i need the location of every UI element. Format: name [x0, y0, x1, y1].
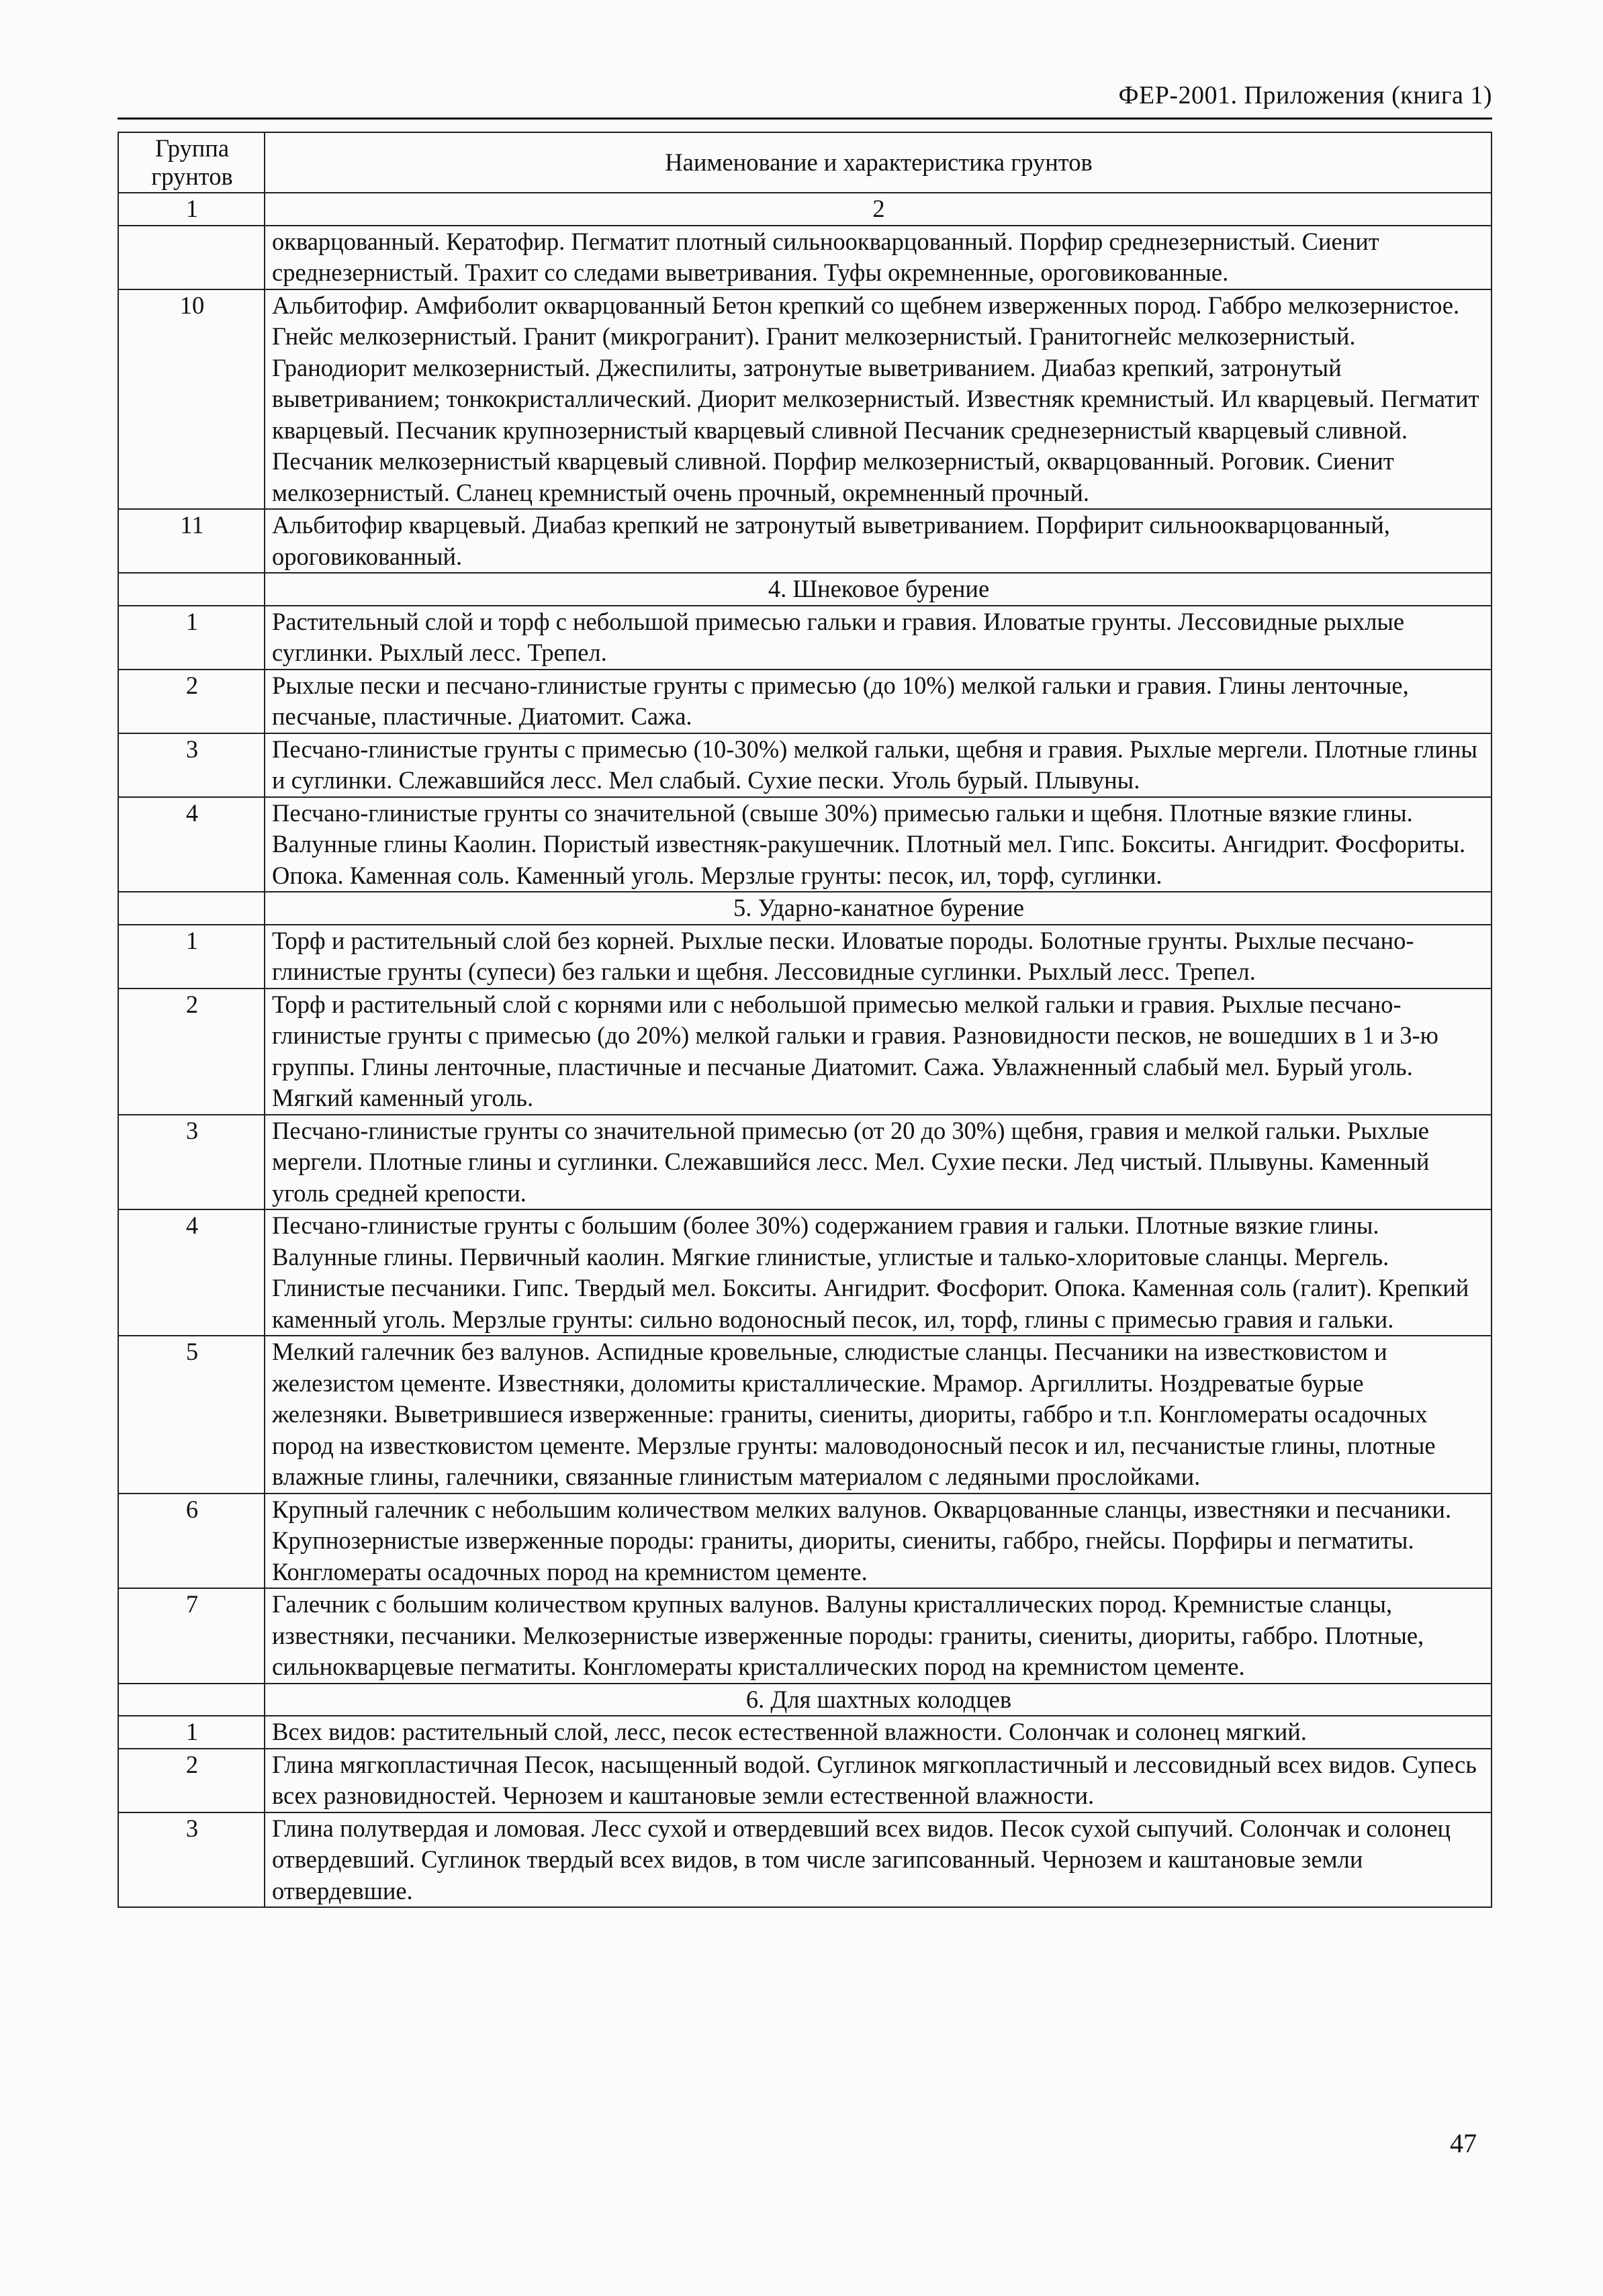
table-row: [118, 289, 1492, 510]
group-number-cell: 2: [118, 670, 265, 733]
group-number-cell: 1: [118, 925, 265, 989]
table-row: [118, 797, 1492, 892]
group-number-cell: 11: [118, 509, 265, 573]
table-row: [118, 733, 1492, 797]
group-number-cell: 3: [118, 1812, 265, 1908]
soil-description-cell: Мелкий галечник без валунов. Аспидные кровельные, слюдистые сланцы. Песчаники на известковистом и железистом цементе. Известняки, доломиты кристаллические. Мрамор. Аргиллиты. Ноздреватые бурые железняки. Выветрившиеся изверженные: граниты, сиениты, диориты, габбро и т.п. Конгломераты осадочных пород на известковистом цементе. Мерзлые грунты: маловодоносный песок и ил, песчанистые глины, плотные влажные глины, галечники, связанные глинистым материалом с ледяными прослойками.: [265, 1336, 1492, 1494]
column-header-group: Группа грунтов: [118, 132, 265, 193]
soil-description-cell: Глина полутвердая и ломовая. Лесс сухой и отвердевший всех видов. Песок сухой сыпучий. Солончак и солонец отвердевший. Суглинок твердый всех видов, в том числе загипсованный. Чернозем и каштановые земли отвердевшие.: [265, 1812, 1492, 1908]
table-row: [118, 1588, 1492, 1684]
section-heading: 5. Ударно-канатное бурение: [265, 892, 1492, 925]
group-number-cell: 3: [118, 1115, 265, 1210]
group-number-cell: 2: [118, 989, 265, 1115]
soil-description-cell: Торф и растительный слой без корней. Рыхлые пески. Иловатые породы. Болотные грунты. Рыхлые песчано-глинистые грунты (супеси) без гальки и щебня. Лессовидные суглинки. Рыхлый лесс. Трепел.: [265, 925, 1492, 989]
soil-description-cell: Рыхлые пески и песчано-глинистые грунты с примесью (до 10%) мелкой гальки и гравия. Глины ленточные, песчаные, пластичные. Диатомит. Сажа.: [265, 670, 1492, 733]
section-heading-row: [118, 1684, 1492, 1716]
section-heading-row: [118, 573, 1492, 606]
column-number-row: [118, 193, 1492, 226]
table-row: [118, 226, 1492, 289]
section-heading-row: [118, 892, 1492, 925]
soil-description-cell: Альбитофир. Амфиболит окварцованный Бетон крепкий со щебнем изверженных пород. Габбро мелкозернистое. Гнейс мелкозернистый. Гранит (микрогранит). Гранит мелкозернистый. Гранитогнейс мелкозернистый. Гранодиорит мелкозернистый. Джеспилиты, затронутые выветриванием. Диабаз крепкий, затронутый выветриванием; тонкокристаллический. Диорит мелкозернистый. Известняк кремнистый. Ил кварцевый. Пегматит кварцевый. Песчаник крупнозернистый кварцевый сливной Песчаник среднезернистый кварцевый сливной. Песчаник мелкозернистый кварцевый сливной. Порфир мелкозернистый, окварцованный. Роговик. Сиенит мелкозернистый. Сланец кремнистый очень прочный, окремненный прочный.: [265, 289, 1492, 510]
group-number-cell: [118, 573, 265, 606]
soil-description-cell: Галечник с большим количеством крупных валунов. Валуны кристаллических пород. Кремнистые сланцы, известняки, песчаники. Мелкозернистые изверженные породы: граниты, сиениты, диориты, габбро. Плотные, сильнокварцевые пегматиты. Конгломераты кристаллических пород на кремнистом цементе.: [265, 1588, 1492, 1684]
table-row: [118, 1716, 1492, 1749]
table-row: [118, 1494, 1492, 1589]
column-header-row: [118, 132, 1492, 193]
group-number-cell: 6: [118, 1494, 265, 1589]
group-number-cell: 5: [118, 1336, 265, 1494]
column-header-description: Наименование и характеристика грунтов: [265, 132, 1492, 193]
group-number-cell: 1: [118, 606, 265, 670]
header-rule: [118, 118, 1492, 120]
table-row: [118, 1209, 1492, 1336]
table-row: [118, 989, 1492, 1115]
soil-description-cell: окварцованный. Кератофир. Пегматит плотный сильноокварцованный. Порфир среднезернистый. Сиенит среднезернистый. Трахит со следами выветривания. Туфы окремненные, ороговикованные.: [265, 226, 1492, 289]
soil-description-cell: Торф и растительный слой с корнями или с небольшой примесью мелкой гальки и гравия. Рыхлые песчано-глинистые грунты с примесью (до 20%) мелкой гальки и гравия. Разновидности песков, не вошедших в 1 и 3-ю группы. Глины ленточные, пластичные и песчаные Диатомит. Сажа. Увлажненный слабый мел. Бурый уголь. Мягкий каменный уголь.: [265, 989, 1492, 1115]
soil-groups-table: [118, 132, 1492, 1908]
table-row: [118, 1812, 1492, 1908]
soil-description-cell: Песчано-глинистые грунты с примесью (10-30%) мелкой гальки, щебня и гравия. Рыхлые мергели. Плотные глины и суглинки. Слежавшийся лесс. Мел слабый. Сухие пески. Уголь бурый. Плывуны.: [265, 733, 1492, 797]
table-body: [118, 132, 1492, 1907]
table-row: [118, 670, 1492, 733]
group-number-cell: [118, 892, 265, 925]
table-row: [118, 1749, 1492, 1812]
table-row: [118, 1115, 1492, 1210]
soil-description-cell: Растительный слой и торф с небольшой примесью гальки и гравия. Иловатые грунты. Лессовидные рыхлые суглинки. Рыхлый лесс. Трепел.: [265, 606, 1492, 670]
soil-description-cell: Всех видов: растительный слой, лесс, песок естественной влажности. Солончак и солонец мягкий.: [265, 1716, 1492, 1749]
group-number-cell: [118, 1684, 265, 1716]
soil-description-cell: Песчано-глинистые грунты со значительной (свыше 30%) примесью гальки и щебня. Плотные вязкие глины. Валунные глины Каолин. Пористый известняк-ракушечник. Плотный мел. Гипс. Бокситы. Ангидрит. Фосфориты. Опока. Каменная соль. Каменный уголь. Мерзлые грунты: песок, ил, торф, суглинки.: [265, 797, 1492, 892]
group-number-cell: 1: [118, 1716, 265, 1749]
soil-description-cell: Песчано-глинистые грунты со значительной примесью (от 20 до 30%) щебня, гравия и мелкой гальки. Рыхлые мергели. Плотные глины и суглинки. Слежавшийся лесс. Мел. Сухие пески. Лед чистый. Плывуны. Каменный уголь средней крепости.: [265, 1115, 1492, 1210]
column-number-2: 2: [265, 193, 1492, 226]
soil-description-cell: Крупный галечник с небольшим количеством мелких валунов. Окварцованные сланцы, известняки и песчаники. Крупнозернистые изверженные породы: граниты, диориты, сиениты, габбро, гнейсы. Порфиры и пегматиты. Конгломераты осадочных пород на кремнистом цементе.: [265, 1494, 1492, 1589]
group-number-cell: 4: [118, 797, 265, 892]
soil-description-cell: Альбитофир кварцевый. Диабаз крепкий не затронутый выветриванием. Порфирит сильноокварцованный, ороговикованный.: [265, 509, 1492, 573]
group-number-cell: 7: [118, 1588, 265, 1684]
group-number-cell: 4: [118, 1209, 265, 1336]
section-heading: 4. Шнековое бурение: [265, 573, 1492, 606]
running-title: ФЕР-2001. Приложения (книга 1): [1118, 81, 1492, 109]
table-row: [118, 925, 1492, 989]
table-row: [118, 1336, 1492, 1494]
table-row: [118, 606, 1492, 670]
soil-description-cell: Глина мягкопластичная Песок, насыщенный водой. Суглинок мягкопластичный и лессовидный всех видов. Супесь всех разновидностей. Чернозем и каштановые земли естественной влажности.: [265, 1749, 1492, 1812]
section-heading: 6. Для шахтных колодцев: [265, 1684, 1492, 1716]
column-number-1: 1: [118, 193, 265, 226]
soil-description-cell: Песчано-глинистые грунты с большим (более 30%) содержанием гравия и гальки. Плотные вязкие глины. Валунные глины. Первичный каолин. Мягкие глинистые, углистые и талько-хлоритовые сланцы. Мергель. Глинистые песчаники. Гипс. Твердый мел. Бокситы. Ангидрит. Фосфорит. Опока. Каменная соль (галит). Крепкий каменный уголь. Мерзлые грунты: сильно водоносный песок, ил, торф, глины с примесью гравия и гальки.: [265, 1209, 1492, 1336]
group-number-cell: 2: [118, 1749, 265, 1812]
table-row: [118, 509, 1492, 573]
page-number: 47: [1450, 2128, 1477, 2158]
group-number-cell: 3: [118, 733, 265, 797]
group-number-cell: 10: [118, 289, 265, 510]
group-number-cell: [118, 226, 265, 289]
